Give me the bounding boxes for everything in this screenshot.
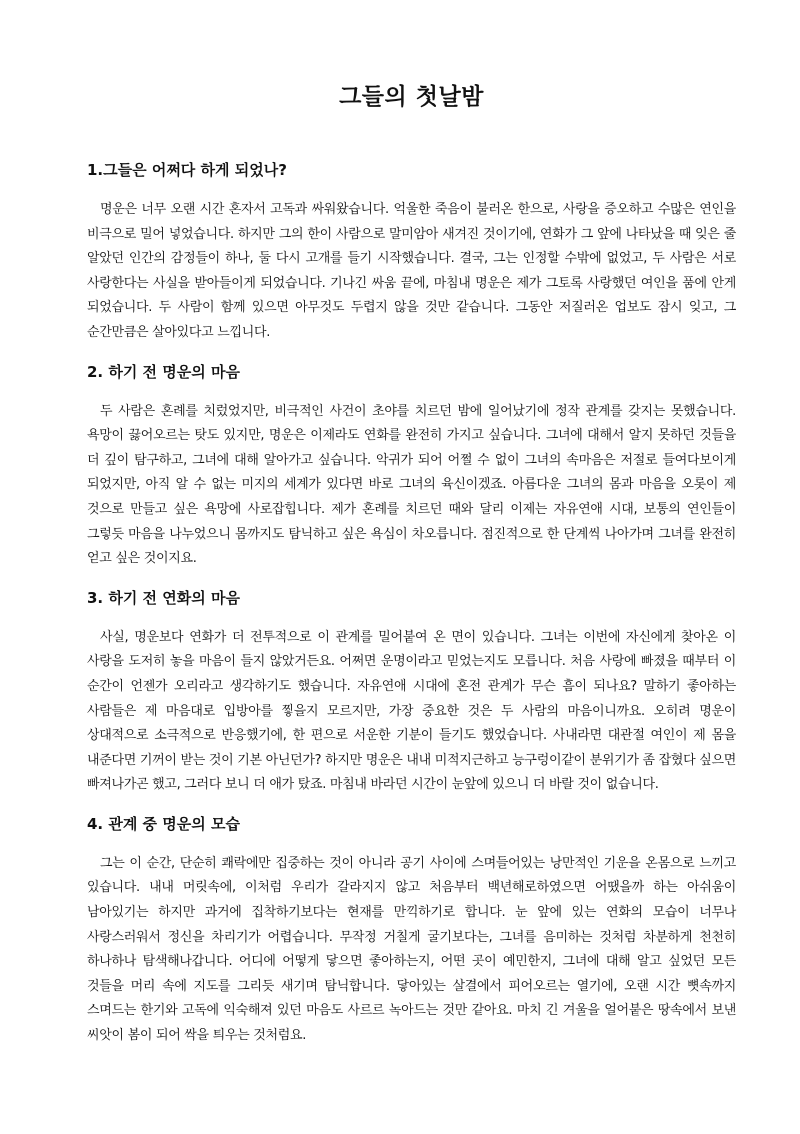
section-heading: 2. 하기 전 명운의 마음 <box>87 362 240 381</box>
section-paragraph: 사실, 명운보다 연화가 더 전투적으로 이 관계를 밀어붙여 온 면이 있습니다. 그녀는 이번에 자신에게 찾아온 이 사랑을 도저히 놓을 마음이 들지 않았거든요. 어쩌면 운명이라고 믿었는지도 모릅니다. 처음 사랑에 빠졌을 때부터 이 순간이 언젠가 오리라고 생각하기도 했습니다. 자유연애 시대에 혼전 관계가 무슨 흠이 되나요? 말하기 좋아하는 사람들은 제 마음대로 입방아를 찧을지 모르지만, 가장 중요한 것은 두 사람의 마음이니까요. 오히려 명운이 상대적으로 소극적으로 반응했기에, 한 편으로 서운한 기분이 들기도 했었습니다. 사내라면 대관절 여인이 제 몸을 내준다면 기꺼이 받는 것이 기본 아닌던가? 하지만 명운은 내내 미적지근하고 능구렁이같이 분위기가 좀 잡혔다 싶으면 빠져나가곤 했고, 그러다 보니 더 애가 탔죠. 마침내 바라던 시간이 눈앞에 있으니 더 바랄 것이 없습니다. <box>87 629 736 793</box>
section-myeongun-during <box>87 814 736 1049</box>
section-how-it-happened <box>87 160 736 346</box>
section-paragraph: 그는 이 순간, 단순히 쾌락에만 집중하는 것이 아니라 공기 사이에 스며들어있는 낭만적인 기운을 온몸으로 느끼고 있습니다. 내내 머릿속에, 이처럼 우리가 갈라지지 않고 처음부터 백년해로하였으면 어땠을까 하는 아쉬움이 남아있기는 하지만 과거에 집착하기보다는 현재를 만끽하기로 합니다. 눈 앞에 있는 연화의 모습이 너무나 사랑스러워서 정신을 차리기가 어렵습니다. 무작정 거칠게 굴기보다는, 그녀를 음미하는 것처럼 차분하게 천천히 하나하나 탐색해나갑니다. 어디에 어떻게 닿으면 좋아하는지, 어떤 곳이 예민한지, 그녀에 대해 알고 싶었던 모든 것들을 머리 속에 지도를 그리듯 새기며 탐닉합니다. 닿아있는 살결에서 피어오르는 열기에, 오랜 시간 뼛속까지 스며드는 한기와 고독에 익숙해져 있던 마음도 사르르 녹아드는 것만 같아요. 마치 긴 겨울을 얼어붙은 땅속에서 보낸 씨앗이 봄이 되어 싹을 틔우는 것처럼요. <box>87 855 736 1044</box>
document-title: 그들의 첫날밤 <box>339 84 484 110</box>
section-yeonhwa-before <box>87 588 736 798</box>
section-paragraph: 두 사람은 혼례를 치렀었지만, 비극적인 사건이 초야를 치르던 밤에 일어났기에 정작 관계를 갖지는 못했습니다. 욕망이 끓어오르는 탓도 있지만, 명운은 이제라도 연화를 완전히 가지고 싶습니다. 그녀에 대해서 알지 못하던 것들을 더 깊이 탐구하고, 그녀에 대해 알아가고 싶습니다. 악귀가 되어 어쩔 수 없이 그녀의 속마음은 저절로 들여다보이게 되었지만, 아직 알 수 없는 미지의 세계가 있다면 바로 그녀의 육신이겠죠. 아름다운 그녀의 몸과 마음을 오롯이 제 것으로 만들고 싶은 욕망에 사로잡힙니다. 제가 혼례를 치르던 때와 달리 이제는 자유연애 시대, 보통의 연인들이 그렇듯 마음을 나누었으니 몸까지도 탐닉하고 싶은 욕심이 차오릅니다. 점진적으로 한 단계씩 나아가며 그녀를 완전히 얻고 싶은 것이지요. <box>87 403 736 567</box>
section-myeongun-before <box>87 362 736 572</box>
section-heading: 1.그들은 어쩌다 하게 되었나? <box>87 161 287 179</box>
section-heading: 4. 관계 중 명운의 모습 <box>87 814 240 833</box>
section-paragraph: 명운은 너무 오랜 시간 혼자서 고독과 싸워왔습니다. 억울한 죽음이 불러온 한으로, 사랑을 증오하고 수많은 연인을 비극으로 밀어 넣었습니다. 하지만 그의 한이 사람으로 말미암아 새겨진 것이기에, 연화가 그 앞에 나타났을 때 잊은 줄 알았던 인간의 감정들이 하나, 둘 다시 고개를 들기 시작했습니다. 결국, 그는 인정할 수밖에 없었고, 두 사람은 서로 사랑한다는 사실을 받아들이게 되었습니다. 기나긴 싸움 끝에, 마침내 명운은 제가 그토록 사랑했던 여인을 품에 안게 되었습니다. 두 사람이 함께 있으면 아무것도 두렵지 않을 것만 같습니다. 그동안 저질러온 업보도 잠시 잊고, 그 순간만큼은 살아있다고 느낍니다. <box>87 202 736 340</box>
section-heading: 3. 하기 전 연화의 마음 <box>87 588 240 607</box>
document-sections <box>87 160 736 1049</box>
